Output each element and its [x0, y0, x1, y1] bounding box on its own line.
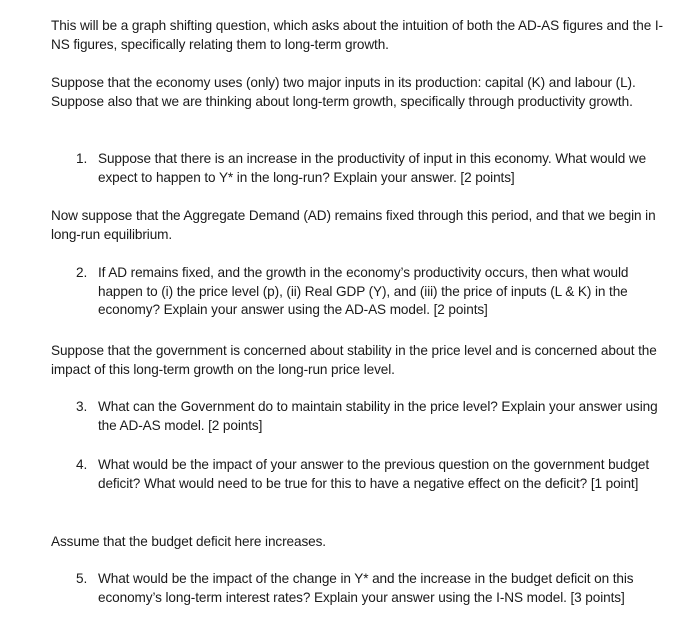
question-4-number: 4.	[76, 457, 88, 472]
intro-paragraph-1: This will be a graph shifting question, which asks about the intuition of both the AD-AS figures and the I-NS figures, specifically relating them to long-term growth.	[51, 18, 663, 52]
question-3	[76, 398, 666, 435]
question-5	[76, 570, 666, 607]
question-1-text: Suppose that there is an increase in the productivity of input in this economy. What would we expect to happen to Y* in the long-run? Explain your answer. [2 points]	[98, 151, 647, 185]
question-1	[76, 150, 666, 187]
context-deficit: Assume that the budget deficit here increases.	[51, 534, 326, 549]
question-3-number: 3.	[76, 399, 88, 414]
question-4-text: What would be the impact of your answer to the previous question on the government budget deficit? What would need to be true for this to have a negative effect on the deficit? [1 point]	[98, 457, 650, 491]
question-3-text: What can the Government do to maintain stability in the price level? Explain your answer using the AD-AS model. [2 points]	[98, 399, 658, 433]
question-4	[76, 456, 666, 493]
question-5-number: 5.	[76, 571, 88, 586]
question-2-number: 2.	[76, 265, 88, 280]
question-5-text: What would be the impact of the change in Y* and the increase in the budget deficit on this economy’s long-term interest rates? Explain your answer using the I-NS model. [3 points]	[98, 571, 634, 605]
context-government: Suppose that the government is concerned about stability in the price level and is concerned about the impact of this long-term growth on the long-run price level.	[51, 343, 657, 377]
question-2-text: If AD remains fixed, and the growth in the economy’s productivity occurs, then what would happen to (i) the price level (p), (ii) Real GDP (Y), and (iii) the price of inputs (L & K) in the economy? Explain your answer using the AD-AS model. [2 points]	[98, 265, 629, 317]
context-ad-fixed: Now suppose that the Aggregate Demand (AD) remains fixed through this period, and that we begin in long-run equilibrium.	[51, 208, 656, 242]
question-2	[76, 264, 666, 320]
question-1-number: 1.	[76, 151, 88, 166]
intro-paragraph-2: Suppose that the economy uses (only) two major inputs in its production: capital (K) and labour (L). Suppose also that we are thinking about long-term growth, specifically through productivity growth.	[51, 75, 636, 109]
